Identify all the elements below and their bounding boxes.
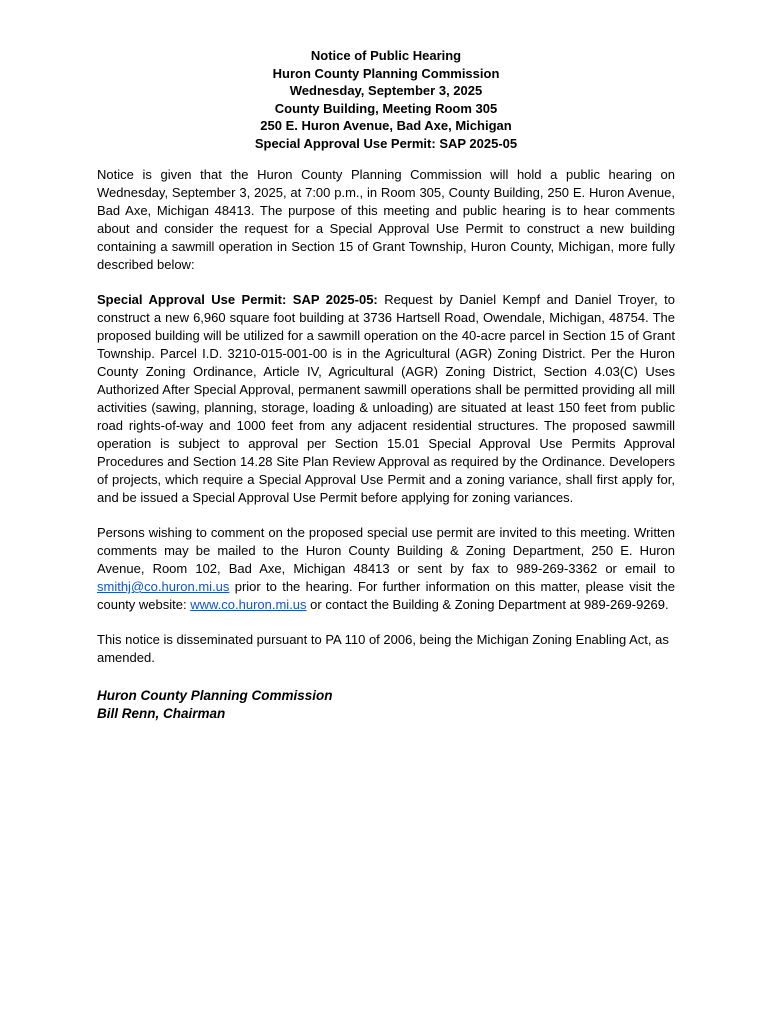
- permit-text: Request by Daniel Kempf and Daniel Troyer, to construct a new 6,960 square foot building at 3736 Hartsell Road, Owendale, Michigan, 48754. The proposed building will be utilized for a sawmill operation on the 40-acre parcel in Section 15 of Grant Township. Parcel I.D. 3210-015-001-00 is in the Agricultural (AGR) Zoning District. Per the Huron County Zoning Ordinance, Article IV, Agricultural (AGR) Zoning District, Section 4.03(C) Uses Authorized After Special Approval, permanent sawmill operations shall be permitted providing all mill activities (sawing, planning, storage, loading & unloading) are situated at least 150 feet from public road rights-of-way and 1000 feet from any adjacent residential structures. The proposed sawmill operation is subject to approval per Section 15.01 Special Approval Use Permits Approval Procedures and Section 14.28 Site Plan Review Approval as required by the Ordinance. Developers of projects, which require a Special Approval Use Permit and a zoning variance, shall first apply for, and be issued a Special Approval Use Permit before applying for zoning variances.: [97, 292, 675, 505]
- permit-paragraph: [97, 291, 675, 507]
- signature-name: Bill Renn, Chairman: [97, 706, 226, 721]
- website-link[interactable]: www.co.huron.mi.us: [190, 597, 307, 612]
- signature-block: [97, 687, 675, 723]
- comments-text-1: Persons wishing to comment on the proposed special use permit are invited to this meeting. Written comments may be mailed to the Huron County Building & Zoning Department, 250 E. Huron Avenue, Room 102, Bad Axe, Michigan 48413 or sent by fax to 989-269-3362 or email to: [97, 525, 675, 576]
- intro-paragraph: Notice is given that the Huron County Planning Commission will hold a public hearing on Wednesday, September 3, 2025, at 7:00 p.m., in Room 305, County Building, 250 E. Huron Avenue, Bad Axe, Michigan 48413. The purpose of this meeting and public hearing is to hear comments about and consider the request for a Special Approval Use Permit to construct a new building containing a sawmill operation in Section 15 of Grant Township, Huron County, Michigan, more fully described below:: [97, 167, 675, 272]
- header-date: Wednesday, September 3, 2025: [289, 83, 483, 98]
- permit-label: Special Approval Use Permit: SAP 2025-05:: [97, 292, 378, 307]
- header-address: 250 E. Huron Avenue, Bad Axe, Michigan: [260, 118, 512, 133]
- signature-organization: Huron County Planning Commission: [97, 688, 333, 703]
- header-title: Notice of Public Hearing: [310, 48, 462, 63]
- dissemination-paragraph: This notice is disseminated pursuant to PA 110 of 2006, being the Michigan Zoning Enabling Act, as amended.: [97, 632, 669, 665]
- header-location: County Building, Meeting Room 305: [274, 100, 498, 116]
- comments-paragraph: [97, 524, 675, 614]
- notice-header: [97, 47, 675, 152]
- header-commission: Huron County Planning Commission: [272, 65, 500, 81]
- email-link[interactable]: smithj@co.huron.mi.us: [97, 579, 230, 594]
- comments-text-2: prior to the hearing. For further information on this matter, please visit the county website:: [97, 579, 675, 612]
- header-permit: Special Approval Use Permit: SAP 2025-05: [254, 135, 518, 151]
- comments-text-3: or contact the Building & Zoning Department at 989-269-9269.: [306, 597, 669, 612]
